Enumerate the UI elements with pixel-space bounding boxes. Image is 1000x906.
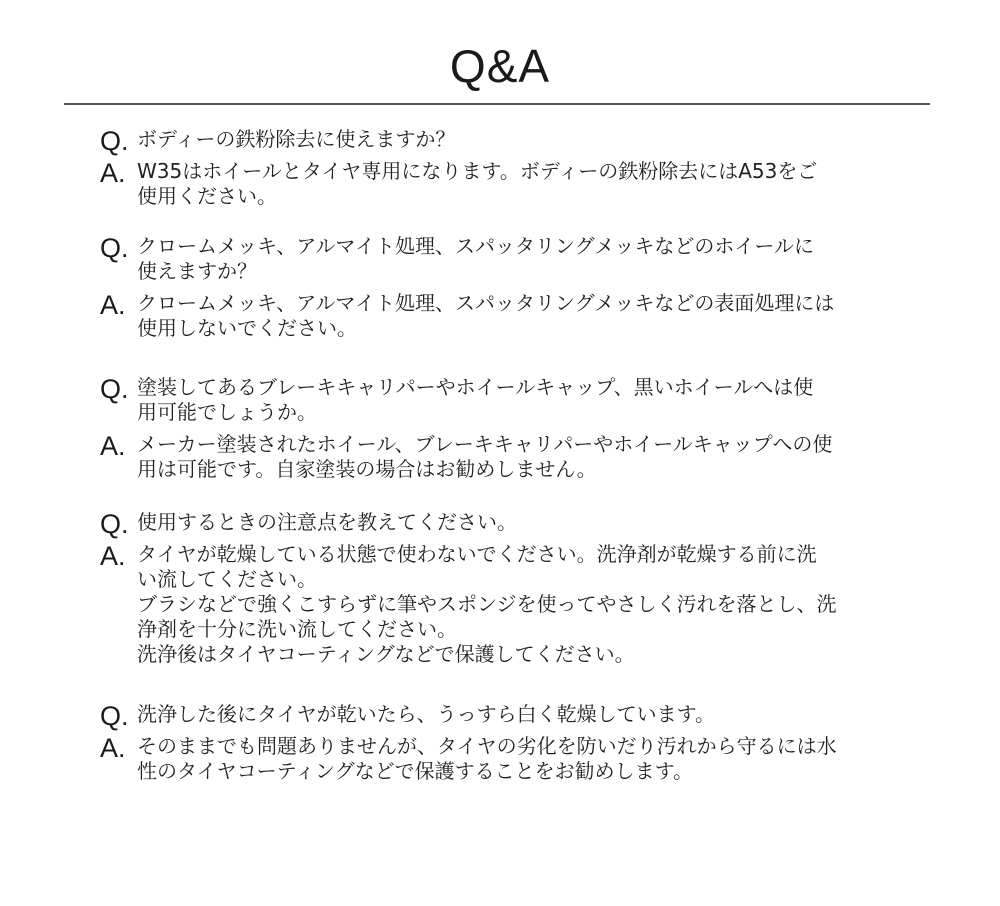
answer-row (100, 432, 920, 482)
question-text (137, 702, 920, 727)
answer-line: 洗浄後はタイヤコーティングなどで保護してください。 (137, 642, 635, 666)
faq-item-3 (100, 375, 920, 482)
answer-line: メーカー塗装されたホイール、ブレーキキャリパーやホイールキャップへの使 (137, 432, 833, 456)
faq-item-4 (100, 510, 920, 667)
faq-item-5 (100, 702, 920, 784)
question-line: 使用するときの注意点を教えてください。 (137, 510, 517, 534)
answer-text (137, 291, 920, 341)
question-row (100, 234, 920, 284)
answer-line: W35はホイールとタイヤ専用になります。ボディーの鉄粉除去にはA53をご (137, 159, 818, 183)
answer-line: 使用ください。 (137, 184, 277, 208)
answer-text (137, 734, 920, 784)
faq-item-2 (100, 234, 920, 341)
answer-row (100, 734, 920, 784)
answer-row (100, 159, 920, 209)
answer-row (100, 291, 920, 341)
answer-line: 使用しないでください。 (137, 316, 357, 340)
question-line: クロームメッキ、アルマイト処理、スパッタリングメッキなどのホイールに (137, 234, 814, 258)
q-mark: Q. (100, 374, 129, 404)
a-mark: A. (100, 733, 126, 763)
a-mark: A. (100, 431, 126, 461)
q-mark: Q. (100, 126, 129, 156)
question-line: 塗装してあるブレーキキャリパーやホイールキャップ、黒いホイールへは使 (137, 375, 814, 399)
q-mark: Q. (100, 233, 129, 263)
question-line: 使えますか？ (137, 259, 257, 283)
question-line: ボディーの鉄粉除去に使えますか？ (137, 127, 456, 151)
a-mark: A. (100, 541, 126, 571)
answer-line: 性のタイヤコーティングなどで保護することをお勧めします。 (137, 759, 693, 783)
a-mark: A. (100, 158, 126, 188)
question-row (100, 375, 920, 425)
question-text (137, 375, 920, 425)
question-line: 洗浄した後にタイヤが乾いたら、うっすら白く乾燥しています。 (137, 702, 715, 726)
faq-item-1 (100, 127, 920, 209)
answer-line: クロームメッキ、アルマイト処理、スパッタリングメッキなどの表面処理には (137, 291, 835, 315)
answer-text (137, 159, 920, 209)
question-text (137, 127, 920, 152)
question-text (137, 234, 920, 284)
answer-row (100, 542, 920, 667)
q-mark: Q. (100, 509, 129, 539)
answer-line: タイヤが乾燥している状態で使わないでください。洗浄剤が乾燥する前に洗 (137, 542, 817, 566)
q-mark: Q. (100, 701, 129, 731)
a-mark: A. (100, 290, 126, 320)
question-line: 用可能でしょうか。 (137, 400, 317, 424)
answer-line: ブラシなどで強くこすらずに筆やスポンジを使ってやさしく汚れを落とし、洗 (137, 592, 837, 616)
question-row (100, 126, 920, 156)
page-title: Q&A (449, 40, 551, 92)
question-row (100, 701, 920, 731)
answer-line: い流してください。 (137, 567, 317, 591)
answer-text (137, 432, 920, 482)
question-text (137, 510, 920, 535)
answer-line: 用は可能です。自家塗装の場合はお勧めしません。 (137, 457, 597, 481)
answer-line: そのままでも問題ありませんが、タイヤの劣化を防いだり汚れから守るには水 (137, 734, 837, 758)
title-divider (64, 103, 930, 105)
question-row (100, 509, 920, 539)
answer-text (137, 542, 920, 667)
answer-line: 浄剤を十分に洗い流してください。 (137, 617, 457, 641)
